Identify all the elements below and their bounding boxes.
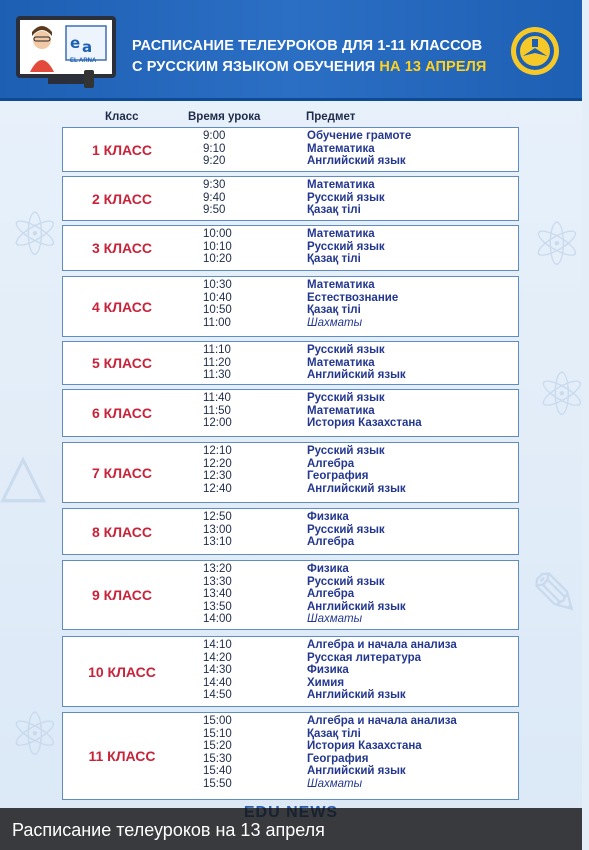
schedule-row <box>62 127 519 172</box>
column-header-time: Время урока <box>188 111 261 123</box>
class-label: 1 КЛАСС <box>91 141 153 158</box>
title-line-1: РАСПИСАНИЕ ТЕЛЕУРОКОВ ДЛЯ 1-11 КЛАССОВ <box>132 38 483 54</box>
schedule-row <box>62 712 519 800</box>
atom-decoration-icon: ⚛ <box>8 701 62 768</box>
schedule-row <box>62 442 519 503</box>
ministry-seal-icon <box>510 26 560 76</box>
palette-icon: ✎ <box>530 561 581 628</box>
class-label: 9 КЛАСС <box>91 587 153 603</box>
lesson-times: 13:20 13:30 13:40 13:50 14:00 <box>203 563 232 625</box>
lesson-times: 9:00 9:10 9:20 <box>203 130 226 167</box>
class-label: 4 КЛАСС <box>91 298 153 315</box>
class-label: 2 КЛАСС <box>91 190 153 207</box>
lesson-times: 12:10 12:20 12:30 12:40 <box>203 445 232 495</box>
triangle-ruler-icon: △ <box>0 441 47 508</box>
lesson-times: 14:10 14:20 14:30 14:40 14:50 <box>203 639 232 701</box>
class-label: 7 КЛАСС <box>91 464 153 481</box>
atom-decoration-icon: ⚛ <box>530 211 584 278</box>
lesson-times: 11:10 11:20 11:30 <box>203 344 231 381</box>
schedule-row <box>62 508 519 555</box>
lesson-subjects: Русский язык Математика Английский язык <box>307 344 406 381</box>
lesson-subjects: Обучение грамоте Математика Английский язык <box>307 130 412 167</box>
lesson-subjects: Математика Русский язык Қазақ тілі <box>307 179 385 216</box>
lesson-times: 10:00 10:10 10:20 <box>203 228 232 265</box>
column-header-subject: Предмет <box>306 111 356 123</box>
lesson-subjects: Физика Русский язык Алгебра Английский язык Шахматы <box>307 563 406 625</box>
tv-teacher-icon <box>14 12 118 90</box>
lesson-times: 12:50 13:00 13:10 <box>203 511 232 548</box>
column-header-class: Класс <box>105 111 139 123</box>
schedule-row <box>62 225 519 271</box>
title-date: НА 13 АПРЕЛЯ <box>379 59 487 75</box>
lesson-times: 11:40 11:50 12:00 <box>203 392 232 429</box>
title-line-2: С РУССКИМ ЯЗЫКОМ ОБУЧЕНИЯ <box>132 59 380 75</box>
class-label: 6 КЛАСС <box>91 405 153 421</box>
schedule-row <box>62 636 519 707</box>
page-title <box>132 36 512 78</box>
schedule-row <box>62 176 519 221</box>
class-label: 8 КЛАСС <box>91 523 153 540</box>
schedule-row <box>62 389 519 437</box>
schedule-row <box>62 276 519 337</box>
lesson-subjects: Алгебра и начала анализа Русская литература Физика Химия Английский язык <box>307 639 457 701</box>
lesson-subjects: Математика Естествознание Қазақ тілі Шахматы <box>307 279 399 329</box>
lesson-subjects: Физика Русский язык Алгебра <box>307 511 385 548</box>
lesson-subjects: Алгебра и начала анализа Қазақ тілі История Казахстана География Английский язык Шахматы <box>307 715 457 790</box>
lesson-subjects: Математика Русский язык Қазақ тілі <box>307 228 385 265</box>
atom-decoration-icon: ⚛ <box>8 201 62 268</box>
class-label: 3 КЛАСС <box>91 240 153 256</box>
atom-decoration-icon: ⚛ <box>535 361 589 428</box>
lesson-times: 15:00 15:10 15:20 15:30 15:40 15:50 <box>203 715 232 790</box>
header-banner <box>0 0 582 101</box>
svg-text:a: a <box>82 38 93 56</box>
lesson-subjects: Русский язык Алгебра География Английский язык <box>307 445 406 495</box>
logo-text: EL ARNA <box>70 58 97 64</box>
caption-text: Расписание телеуроков на 13 апреля <box>12 820 325 840</box>
lesson-times: 10:30 10:40 10:50 11:00 <box>203 279 232 329</box>
svg-text:e: e <box>70 34 81 52</box>
caption-bar <box>0 808 582 850</box>
class-label: 5 КЛАСС <box>91 355 153 371</box>
schedule-row <box>62 341 519 385</box>
class-label: 11 КЛАСС <box>88 748 156 764</box>
lesson-subjects: Русский язык Математика История Казахстана <box>307 392 422 429</box>
schedule-row <box>62 560 519 630</box>
class-label: 10 КЛАСС <box>88 663 156 680</box>
lesson-times: 9:30 9:40 9:50 <box>203 179 226 216</box>
